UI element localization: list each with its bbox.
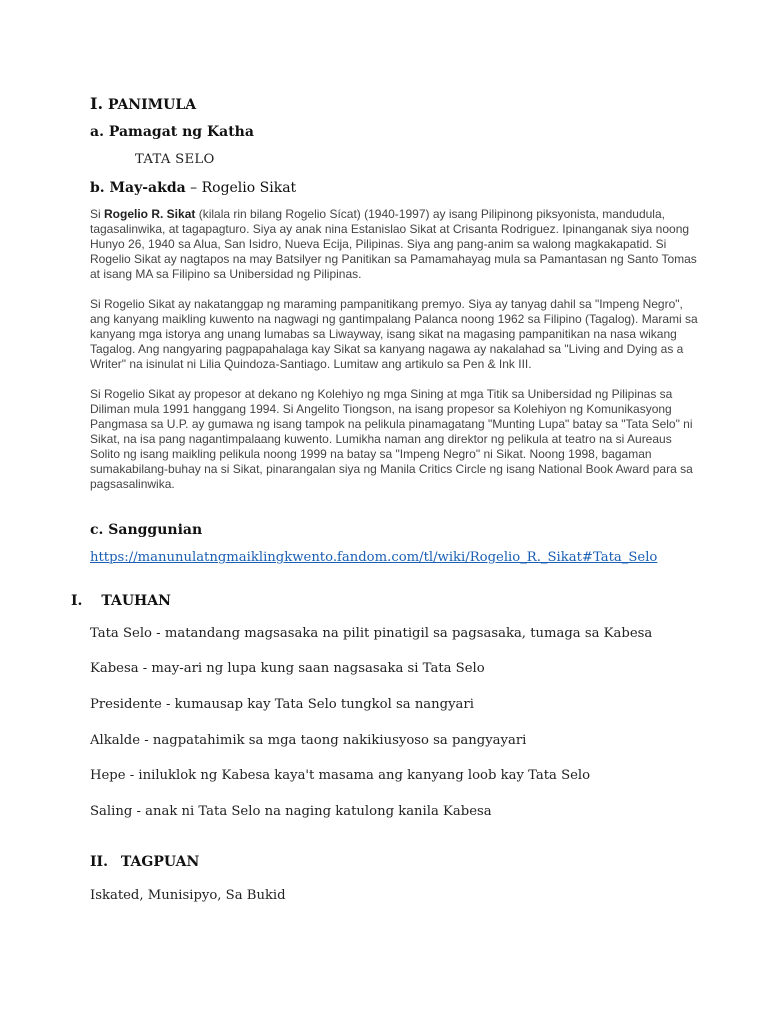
heading-number: I. <box>90 94 104 113</box>
mayakda-line <box>90 180 296 196</box>
heading-number: I. <box>71 593 83 609</box>
heading-title: TAGPUAN <box>120 854 200 870</box>
author-bio <box>90 207 700 492</box>
mayakda-value: Rogelio Sikat <box>201 180 297 196</box>
pamagat-value: TATA SELO <box>135 152 215 167</box>
list-item-tauhan: Hepe - iniluklok ng Kabesa kaya't masama ang kanyang loob kay Tata Selo <box>90 768 591 783</box>
heading-title: TAUHAN <box>101 593 171 609</box>
bio-paragraph-1: Si Rogelio R. Sikat (kilala rin bilang Rogelio Sícat) (1940-1997) ay isang Pilipinong piksyonista, mandudula, tagasalinwika, at tagapagturo. Siya ay anak nina Estanislao Sikat at Crisanta Rodriguez. Ipinanganak siya noong Hunyo 26, 1940 sa Alua, San Isidro, Nueva Ecija, Pilipinas. Siya ang pang-anim sa walong magkakapatid. Si Rogelio Sikat ay nagtapos na may Batsilyer ng Panitikan sa Pamamahayag mula sa Pamantasan ng Santo Tomas at isang MA sa Filipino sa Unibersidad ng Pilipinas. <box>90 207 697 281</box>
bio-author-name: Rogelio R. Sikat <box>104 207 196 221</box>
mayakda-separator: – <box>185 180 202 196</box>
heading-number: II. <box>90 854 108 870</box>
sanggunian-label: c. Sanggunian <box>90 522 203 538</box>
list-item-tauhan: Tata Selo - matandang magsasaka na pilit pinatigil sa pagsasaka, tumaga sa Kabesa <box>90 626 653 641</box>
pamagat-label: a. Pamagat ng Katha <box>90 124 254 140</box>
heading-title: PANIMULA <box>107 97 197 113</box>
heading-tauhan <box>71 593 171 609</box>
heading-tagpuan <box>90 854 199 870</box>
tagpuan-value: Iskated, Munisipyo, Sa Bukid <box>90 888 286 903</box>
list-item-tauhan: Alkalde - nagpatahimik sa mga taong nakikiusyoso sa pangyayari <box>90 733 527 748</box>
list-item-tauhan: Kabesa - may-ari ng lupa kung saan nagsasaka si Tata Selo <box>90 661 485 676</box>
heading-panimula <box>90 94 196 113</box>
list-item-tauhan: Saling - anak ni Tata Selo na naging katulong kanila Kabesa <box>90 804 492 819</box>
list-item-tauhan: Presidente - kumausap kay Tata Selo tungkol sa nangyari <box>90 697 474 712</box>
sanggunian-link[interactable]: https://manunulatngmaiklingkwento.fandom.com/tl/wiki/Rogelio_R._Sikat#Tata_Selo <box>90 550 658 565</box>
mayakda-label: b. May-akda <box>90 180 186 196</box>
bio-paragraph-2: Si Rogelio Sikat ay nakatanggap ng maraming pampanitikang premyo. Siya ay tanyag dahil sa "Impeng Negro", ang kanyang maikling kuwento na nagwagi ng gantimpalang Palanca noong 1962 sa Filipino (Tagalog). Marami sa kanyang mga istorya ang unang lumabas sa Liwayway, isang sikat na magasing pampanitikan na nasa wikang Tagalog. Ang nangyaring pagpapahalaga kay Sikat sa kanyang nagawa ay nakalahad sa "Living and Dying as a Writer" na isinulat ni Lilia Quindoza-Santiago. Lumitaw ang artikulo sa Pen & Ink III. <box>90 297 698 371</box>
bio-paragraph-3: Si Rogelio Sikat ay propesor at dekano ng Kolehiyo ng mga Sining at mga Titik sa Unibersidad ng Pilipinas sa Diliman mula 1991 hanggang 1994. Si Angelito Tiongson, na isang propesor sa Kolehiyon ng Komunikasyong Pangmasa sa U.P. ay gumawa ng isang tampok na pelikula pinamagatang "Munting Lupa" batay sa "Tata Selo" ni Sikat, na isa pang nagantimpalaang kuwento. Lumikha naman ang direktor ng pelikula at teatro na si Aureaus Solito ng isang maikling pelikula noong 1999 na batay sa "Impeng Negro" ni Sikat. Noong 1998, bagaman sumakabilang-buhay na si Sikat, pinarangalan siya ng Manila Critics Circle ng isang National Book Award para sa pagsasalinwika. <box>90 387 693 491</box>
